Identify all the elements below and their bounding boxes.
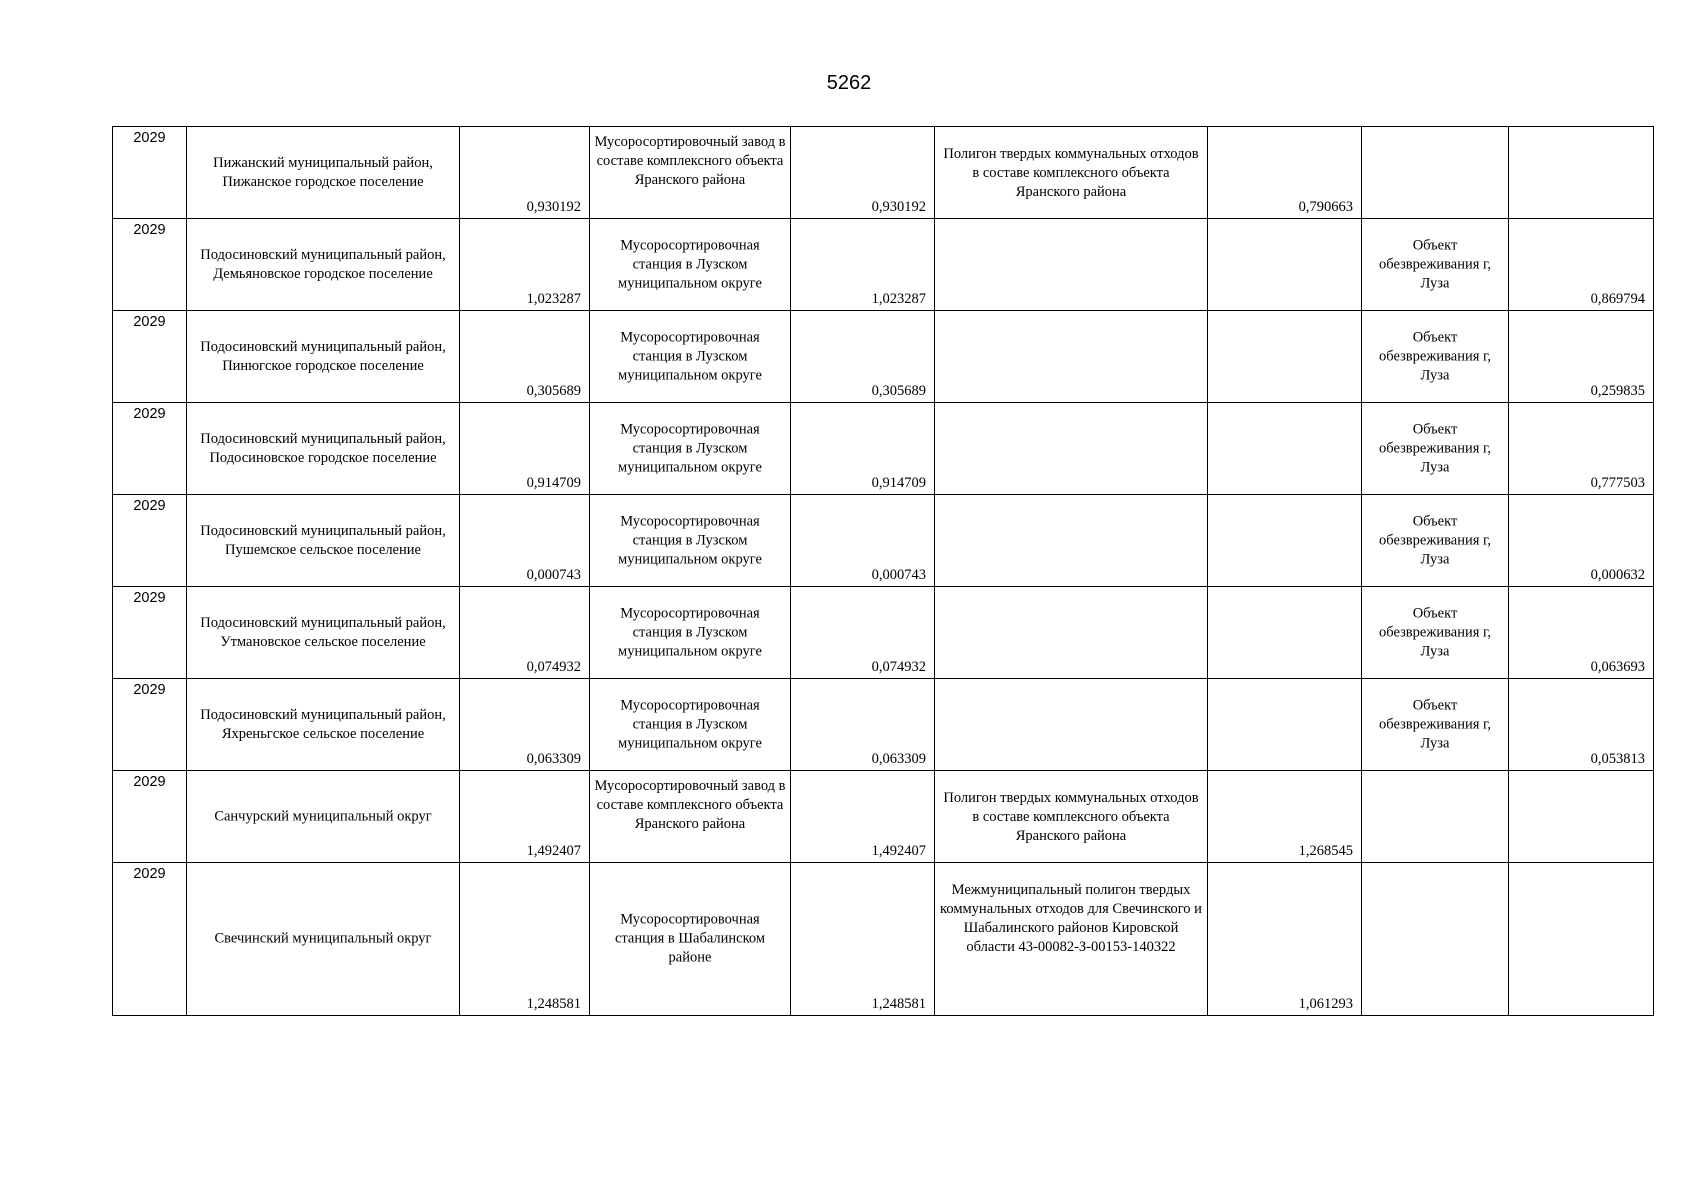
mass-value: 0,914709: [526, 475, 581, 491]
landfill-cell: [935, 771, 1208, 863]
neutralization-cell: [1362, 219, 1509, 311]
neutralization-facility: Объект обезвреживания г, Луза: [1379, 421, 1491, 475]
sorting-facility-cell: [590, 403, 791, 495]
mass-value: 0,777503: [1590, 475, 1645, 491]
mass-value: 1,023287: [526, 291, 581, 307]
neutralization-cell: [1362, 587, 1509, 679]
municipality: Санчурский муниципальный округ: [214, 808, 432, 824]
municipality-cell: [187, 311, 460, 403]
sorting-facility: Мусоросортировочная станция в Шабалинском районе: [614, 911, 766, 966]
mass-cell: [1509, 771, 1654, 863]
landfill-cell: [935, 587, 1208, 679]
neutralization-facility: Объект обезвреживания г, Луза: [1379, 697, 1491, 751]
mass-cell: [1208, 863, 1362, 1016]
mass-cell: [460, 495, 590, 587]
mass-value: 1,492407: [526, 843, 581, 859]
mass-value: 0,305689: [526, 383, 581, 399]
mass-cell: [1208, 587, 1362, 679]
mass-cell: [460, 679, 590, 771]
mass-value: 0,000632: [1590, 567, 1645, 583]
mass-cell: [1509, 587, 1654, 679]
municipality-cell: [187, 771, 460, 863]
mass-cell: [1509, 403, 1654, 495]
mass-cell: [791, 311, 935, 403]
landfill-cell: [935, 403, 1208, 495]
sorting-facility-cell: [590, 587, 791, 679]
year: 2029: [133, 130, 166, 146]
municipality-cell: [187, 219, 460, 311]
mass-cell: [1509, 311, 1654, 403]
table-row: [113, 495, 1654, 587]
year: 2029: [133, 774, 166, 790]
mass-value: 1,492407: [871, 843, 926, 859]
year-cell: [113, 679, 187, 771]
neutralization-cell: [1362, 403, 1509, 495]
sorting-facility-cell: [590, 679, 791, 771]
table-row: [113, 587, 1654, 679]
neutralization-facility: Объект обезвреживания г, Луза: [1379, 513, 1491, 567]
mass-cell: [1208, 771, 1362, 863]
landfill-cell: [935, 679, 1208, 771]
landfill-cell: [935, 219, 1208, 311]
mass-value: 0,000743: [871, 567, 926, 583]
landfill-cell: [935, 863, 1208, 1016]
table-row: [113, 679, 1654, 771]
mass-cell: [1208, 495, 1362, 587]
mass-cell: [791, 495, 935, 587]
municipality: Подосиновский муниципальный район, Пушемское сельское поселение: [200, 522, 446, 558]
page-number: 5262: [826, 72, 872, 94]
table-row: [113, 219, 1654, 311]
year: 2029: [133, 314, 166, 330]
mass-value: 0,074932: [871, 659, 926, 675]
mass-cell: [460, 863, 590, 1016]
mass-value: 0,053813: [1590, 751, 1645, 767]
mass-value: 0,930192: [526, 199, 581, 215]
table-row: [113, 771, 1654, 863]
sorting-facility: Мусоросортировочная станция в Лузском муниципальном округе: [618, 697, 762, 751]
year-cell: [113, 587, 187, 679]
mass-value: 1,061293: [1298, 996, 1353, 1012]
mass-value: 1,268545: [1298, 843, 1353, 859]
mass-cell: [791, 587, 935, 679]
neutralization-cell: [1362, 495, 1509, 587]
mass-cell: [460, 127, 590, 219]
year: 2029: [133, 406, 166, 422]
mass-value: 0,074932: [526, 659, 581, 675]
municipality-cell: [187, 127, 460, 219]
mass-value: 1,248581: [871, 996, 926, 1012]
sorting-facility: Мусоросортировочная станция в Лузском муниципальном округе: [618, 329, 762, 383]
municipality-cell: [187, 495, 460, 587]
neutralization-facility: Объект обезвреживания г, Луза: [1379, 237, 1491, 291]
table-row: [113, 127, 1654, 219]
year-cell: [113, 219, 187, 311]
mass-cell: [791, 679, 935, 771]
year-cell: [113, 771, 187, 863]
municipality-cell: [187, 679, 460, 771]
sorting-facility-cell: [590, 771, 791, 863]
mass-cell: [1509, 495, 1654, 587]
mass-cell: [791, 863, 935, 1016]
mass-value: 0,063309: [871, 751, 926, 767]
neutralization-cell: [1362, 771, 1509, 863]
municipality: Подосиновский муниципальный район, Утмановское сельское поселение: [200, 614, 446, 650]
mass-cell: [1208, 311, 1362, 403]
mass-cell: [460, 771, 590, 863]
table-row: [113, 311, 1654, 403]
landfill-cell: [935, 495, 1208, 587]
mass-value: 0,914709: [871, 475, 926, 491]
neutralization-facility: Объект обезвреживания г, Луза: [1379, 329, 1491, 383]
mass-cell: [460, 403, 590, 495]
table-row: [113, 863, 1654, 1016]
mass-cell: [460, 219, 590, 311]
mass-value: 0,063693: [1590, 659, 1645, 675]
mass-cell: [791, 127, 935, 219]
table-row: [113, 403, 1654, 495]
municipality: Подосиновский муниципальный район, Яхреньгское сельское поселение: [200, 706, 446, 742]
sorting-facility-cell: [590, 495, 791, 587]
mass-cell: [1509, 679, 1654, 771]
municipality-cell: [187, 863, 460, 1016]
mass-value: 0,930192: [871, 199, 926, 215]
mass-cell: [1208, 403, 1362, 495]
mass-cell: [791, 403, 935, 495]
sorting-facility: Мусоросортировочный завод в составе комплексного объекта Яранского района: [594, 134, 786, 188]
mass-value: 0,790663: [1298, 199, 1353, 215]
mass-value: 0,063309: [526, 751, 581, 767]
neutralization-cell: [1362, 311, 1509, 403]
sorting-facility: Мусоросортировочный завод в составе комплексного объекта Яранского района: [594, 778, 786, 832]
mass-value: 1,023287: [871, 291, 926, 307]
sorting-facility-cell: [590, 219, 791, 311]
year: 2029: [133, 682, 166, 698]
year-cell: [113, 863, 187, 1016]
mass-cell: [460, 311, 590, 403]
year-cell: [113, 403, 187, 495]
neutralization-cell: [1362, 679, 1509, 771]
mass-cell: [791, 219, 935, 311]
sorting-facility-cell: [590, 127, 791, 219]
year: 2029: [133, 222, 166, 238]
neutralization-cell: [1362, 863, 1509, 1016]
municipality-cell: [187, 403, 460, 495]
sorting-facility-cell: [590, 311, 791, 403]
sorting-facility: Мусоросортировочная станция в Лузском муниципальном округе: [618, 605, 762, 659]
neutralization-facility: Объект обезвреживания г, Луза: [1379, 605, 1491, 659]
year-cell: [113, 311, 187, 403]
municipality-cell: [187, 587, 460, 679]
mass-cell: [1208, 127, 1362, 219]
mass-cell: [460, 587, 590, 679]
sorting-facility-cell: [590, 863, 791, 1016]
municipality: Подосиновский муниципальный район, Пинюгское городское поселение: [200, 338, 446, 374]
sorting-facility: Мусоросортировочная станция в Лузском муниципальном округе: [618, 237, 762, 291]
mass-cell: [1208, 219, 1362, 311]
landfill-cell: [935, 127, 1208, 219]
year: 2029: [133, 498, 166, 514]
year: 2029: [133, 590, 166, 606]
waste-flow-table: [112, 126, 1654, 1016]
landfill: Межмуниципальный полигон твердых коммунальных отходов для Свечинского и Шабалинского районов Кировской области 43-00082-З-00153-140322: [940, 882, 1202, 955]
mass-value: 0,000743: [526, 567, 581, 583]
mass-value: 0,305689: [871, 383, 926, 399]
year-cell: [113, 495, 187, 587]
municipality: Подосиновский муниципальный район, Подосиновское городское поселение: [200, 430, 446, 466]
mass-value: 0,869794: [1590, 291, 1645, 307]
municipality: Свечинский муниципальный округ: [214, 930, 432, 947]
neutralization-cell: [1362, 127, 1509, 219]
mass-cell: [1509, 127, 1654, 219]
year-cell: [113, 127, 187, 219]
mass-cell: [791, 771, 935, 863]
municipality: Подосиновский муниципальный район, Демьяновское городское поселение: [200, 246, 446, 282]
mass-cell: [1208, 679, 1362, 771]
mass-cell: [1509, 863, 1654, 1016]
landfill: Полигон твердых коммунальных отходов в составе комплексного объекта Яранского района: [943, 146, 1199, 200]
mass-cell: [1509, 219, 1654, 311]
mass-value: 1,248581: [526, 996, 581, 1012]
sorting-facility: Мусоросортировочная станция в Лузском муниципальном округе: [618, 421, 762, 475]
landfill-cell: [935, 311, 1208, 403]
sorting-facility: Мусоросортировочная станция в Лузском муниципальном округе: [618, 513, 762, 567]
mass-value: 0,259835: [1590, 383, 1645, 399]
municipality: Пижанский муниципальный район, Пижанское городское поселение: [213, 154, 433, 190]
year: 2029: [133, 866, 166, 882]
landfill: Полигон твердых коммунальных отходов в составе комплексного объекта Яранского района: [943, 790, 1199, 844]
